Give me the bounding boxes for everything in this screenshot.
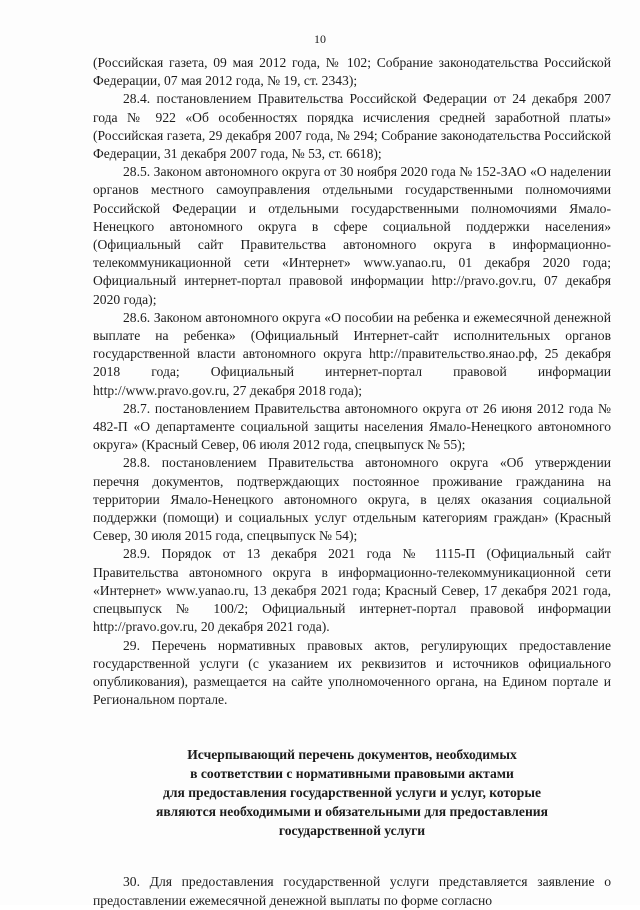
section-heading-line: в соответствии с нормативными правовыми актами [190, 766, 514, 782]
page-number: 10 [314, 32, 326, 46]
paragraph: 28.9. Порядок от 13 декабря 2021 года № 1115-П (Официальный сайт Правительства автономного округа в информационно-телекоммуникационной сети «Интернет» www.yanao.ru, 13 декабря 2021 года; Красный Север, 17 декабря 2021 года, спецвыпуск № 100/2; Официальный интернет-портал правовой информации http://pravo.gov.ru, 20 декабря 2021 года). [93, 546, 611, 635]
paragraph-30: 30. Для предоставления государственной услуги представляется заявление о предоставлении ежемесячной денежной выплаты по форме согласно [93, 874, 611, 908]
section-heading-line: для предоставления государственной услуги и услуг, которые [162, 785, 542, 801]
section-heading-line: государственной услуги [278, 823, 426, 839]
section-heading-line: Исчерпывающий перечень документов, необходимых [187, 747, 517, 763]
paragraph: (Российская газета, 09 мая 2012 года, № 102; Собрание законодательства Российской Федерации, 07 мая 2012 года, № 19, ст. 2343); [93, 55, 611, 89]
paragraph: 29. Перечень нормативных правовых актов, регулирующих предоставление государственной услуги (с указанием их реквизитов и источников официального опубликования), размещается на сайте уполномоченного органа, на Едином портале и Региональном портале. [93, 637, 611, 708]
section-heading-line: являются необходимыми и обязательными для предоставления [156, 804, 548, 820]
paragraph: 28.7. постановлением Правительства автономного округа от 26 июня 2012 года № 482-П «О департаменте социальной защиты населения Ямало-Ненецкого автономного округа» (Красный Север, 06 июля 2012 года, спецвыпуск № 55); [93, 400, 611, 453]
paragraph: 28.4. постановлением Правительства Российской Федерации от 24 декабря 2007 года № 922 «Об особенностях порядка исчисления средней заработной платы» (Российская газета, 29 декабря 2007 года, № 294; Собрание законодательства Российской Федерации, 31 декабря 2007 года, № 53, ст. 6618); [93, 91, 611, 162]
paragraph-list [93, 54, 611, 709]
paragraph: 28.5. Законом автономного округа от 30 ноября 2020 года № 152-ЗАО «О наделении органов местного самоуправления отдельными государственными полномочиями Российской Федерации и отдельными государственными полномочиями Ямало-Ненецкого автономного округа в сфере социальной поддержки населения» (Официальный сайт Правительства автономного округа в информационно-телекоммуникационной сети «Интернет» www.yanao.ru, 01 декабря 2020 года; Официальный интернет-портал правовой информации http://pravo.gov.ru, 07 декабря 2020 года); [93, 164, 611, 307]
paragraph: 28.8. постановлением Правительства автономного округа «Об утверждении перечня документов, подтверждающих постоянное проживание гражданина на территории Ямало-Ненецкого автономного округа, в целях оказания социальной поддержки (помощи) и социальных услуг отдельным категориям граждан» (Красный Север, 30 июля 2015 года, спецвыпуск № 54); [93, 455, 611, 544]
section-heading [93, 745, 611, 840]
document-body [93, 54, 611, 910]
paragraph: 28.6. Законом автономного округа «О пособии на ребенка и ежемесячной денежной выплате на ребенка» (Официальный Интернет-сайт исполнительных органов государственной власти автономного округа http://правительство.янао.рф, 25 декабря 2018 года; Официальный интернет-портал правовой информации http://www.pravo.gov.ru, 27 декабря 2018 года); [93, 309, 611, 398]
